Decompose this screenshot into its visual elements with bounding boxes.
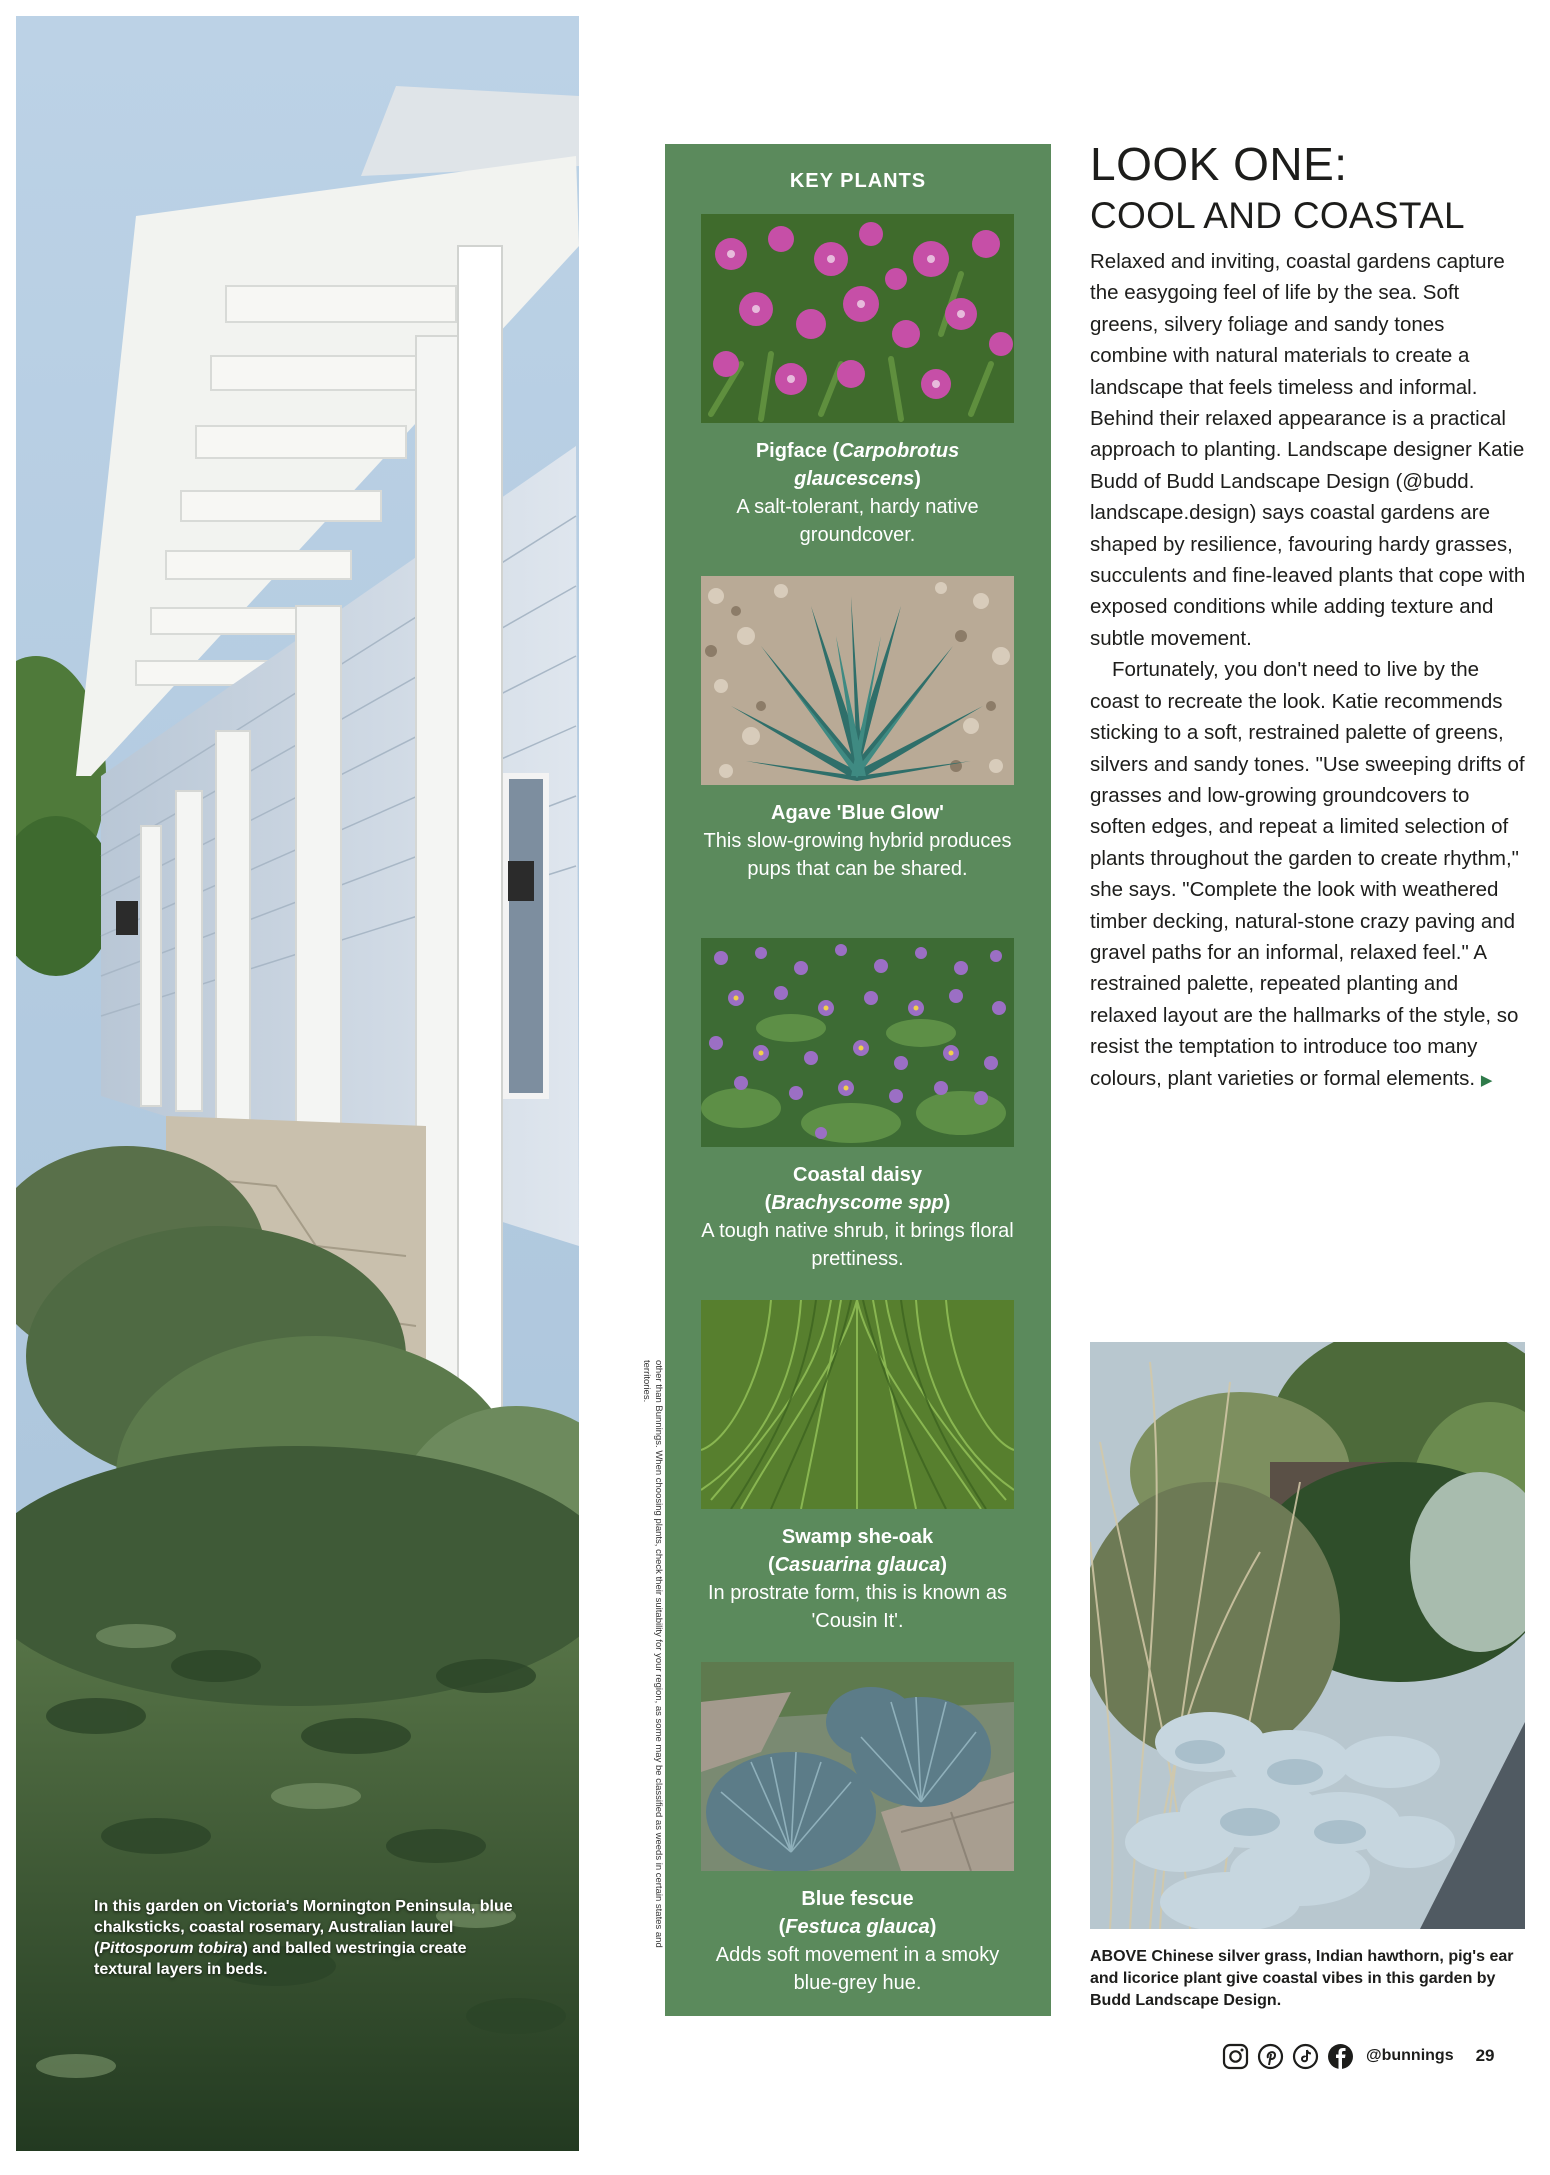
plant-card-coastal-daisy bbox=[701, 938, 1014, 1273]
tiktok-icon[interactable] bbox=[1292, 2043, 1319, 2070]
plant-name-agave: Agave 'Blue Glow' bbox=[771, 802, 944, 824]
plant-photo-pigface bbox=[701, 214, 1014, 423]
key-plants-panel bbox=[665, 144, 1051, 2016]
hero-photo bbox=[16, 16, 579, 2151]
plant-desc-agave: This slow-growing hybrid produces pups that can be shared. bbox=[703, 830, 1012, 880]
plant-photo-blue-fescue bbox=[701, 1662, 1014, 1871]
plant-desc-pigface: A salt-tolerant, hardy native groundcover. bbox=[736, 496, 979, 546]
plant-desc-swamp-she-oak: In prostrate form, this is known as 'Cousin It'. bbox=[707, 1582, 1007, 1632]
plant-desc-blue-fescue: Adds soft movement in a smoky blue-grey hue. bbox=[715, 1944, 1000, 1994]
plant-name-swamp-she-oak: Swamp she-oak (Casuarina glauca) bbox=[768, 1526, 947, 1576]
page-number: 29 bbox=[1475, 2046, 1495, 2065]
garden-photo-illustration bbox=[1090, 1342, 1525, 1929]
credits-text: other than Bunnings. When choosing plants, check their suitability for your region, as some may be classified as weeds in certain states and territories. bbox=[641, 1360, 664, 1948]
article-title-line1: LOOK ONE: bbox=[1090, 138, 1348, 190]
plant-card-swamp-she-oak bbox=[701, 1300, 1014, 1635]
social-handle: @bunnings bbox=[1366, 2047, 1454, 2064]
plant-photo-swamp-she-oak bbox=[701, 1300, 1014, 1509]
article-title-line2: COOL AND COASTAL bbox=[1090, 195, 1465, 236]
key-plants-title: KEY PLANTS bbox=[789, 170, 927, 192]
plant-card-pigface bbox=[701, 214, 1014, 549]
hero-caption-botanical: Pittosporum tobira bbox=[99, 1940, 243, 1957]
plant-desc-coastal-daisy: A tough native shrub, it brings floral prettiness. bbox=[701, 1220, 1014, 1270]
pinterest-icon[interactable] bbox=[1257, 2043, 1284, 2070]
plant-name-blue-fescue: Blue fescue (Festuca glauca) bbox=[778, 1888, 937, 1938]
garden-photo-caption: ABOVE Chinese silver grass, Indian hawthorn, pig's ear and licorice plant give coastal vibes in this garden by Budd Landscape Design. bbox=[1090, 1948, 1514, 2009]
facebook-icon[interactable] bbox=[1327, 2043, 1354, 2070]
plant-card-blue-fescue bbox=[701, 1662, 1014, 1997]
article-paragraph-1: Relaxed and inviting, coastal gardens capture the easygoing feel of life by the sea. Soft greens, silvery foliage and sandy tones combine with natural materials to create a landscape that feels timeless and informal. Behind their relaxed appearance is a practical approach to planting. Landscape designer Katie Budd of Budd Landscape Design (@budd. landscape.design) says coastal gardens are shaped by resilience, favouring hardy grasses, succulents and fine-leaved plants that cope with exposed conditions while adding texture and subtle movement. bbox=[1090, 250, 1526, 650]
hero-photo-caption bbox=[94, 1896, 514, 1980]
garden-photo bbox=[1090, 1342, 1525, 1929]
plant-card-agave bbox=[701, 576, 1014, 883]
article-paragraph-2 bbox=[1090, 654, 1526, 1096]
page-footer bbox=[1222, 2040, 1495, 2072]
hero-caption-text-end: ) and balled westringia create textural layers in beds. bbox=[94, 1940, 467, 1978]
hero-caption-text: In this garden on Victoria's Mornington Peninsula, blue chalksticks, coastal rosemary, Australian laurel ( bbox=[94, 1898, 513, 1957]
article-body bbox=[1090, 246, 1526, 1096]
plant-photo-coastal-daisy bbox=[701, 938, 1014, 1147]
plant-name-pigface: Pigface (Carpobrotus glaucescens) bbox=[755, 440, 960, 490]
hero-photo-illustration bbox=[16, 16, 579, 2151]
instagram-icon[interactable] bbox=[1222, 2043, 1249, 2070]
plant-name-coastal-daisy: Coastal daisy (Brachyscome spp) bbox=[764, 1164, 951, 1214]
article-paragraph-2-text: Fortunately, you don't need to live by the coast to recreate the look. Katie recommends sticking to a soft, restrained palette of greens, silvers and sandy tones. "Use sweeping drifts of grasses and low-growing groundcovers to soften edges, and repeat a limited selection of plants throughout the garden to create rhythm," she says. "Complete the look with weathered timber decking, natural-stone crazy paving and gravel paths for an informal, relaxed feel." A restrained palette, repeated planting and relaxed layout are the hallmarks of the style, so resist the temptation to introduce too many colours, plant varieties or formal elements. bbox=[1090, 658, 1525, 1090]
plant-photo-agave bbox=[701, 576, 1014, 785]
end-mark-icon: ▶ bbox=[1480, 1071, 1493, 1089]
